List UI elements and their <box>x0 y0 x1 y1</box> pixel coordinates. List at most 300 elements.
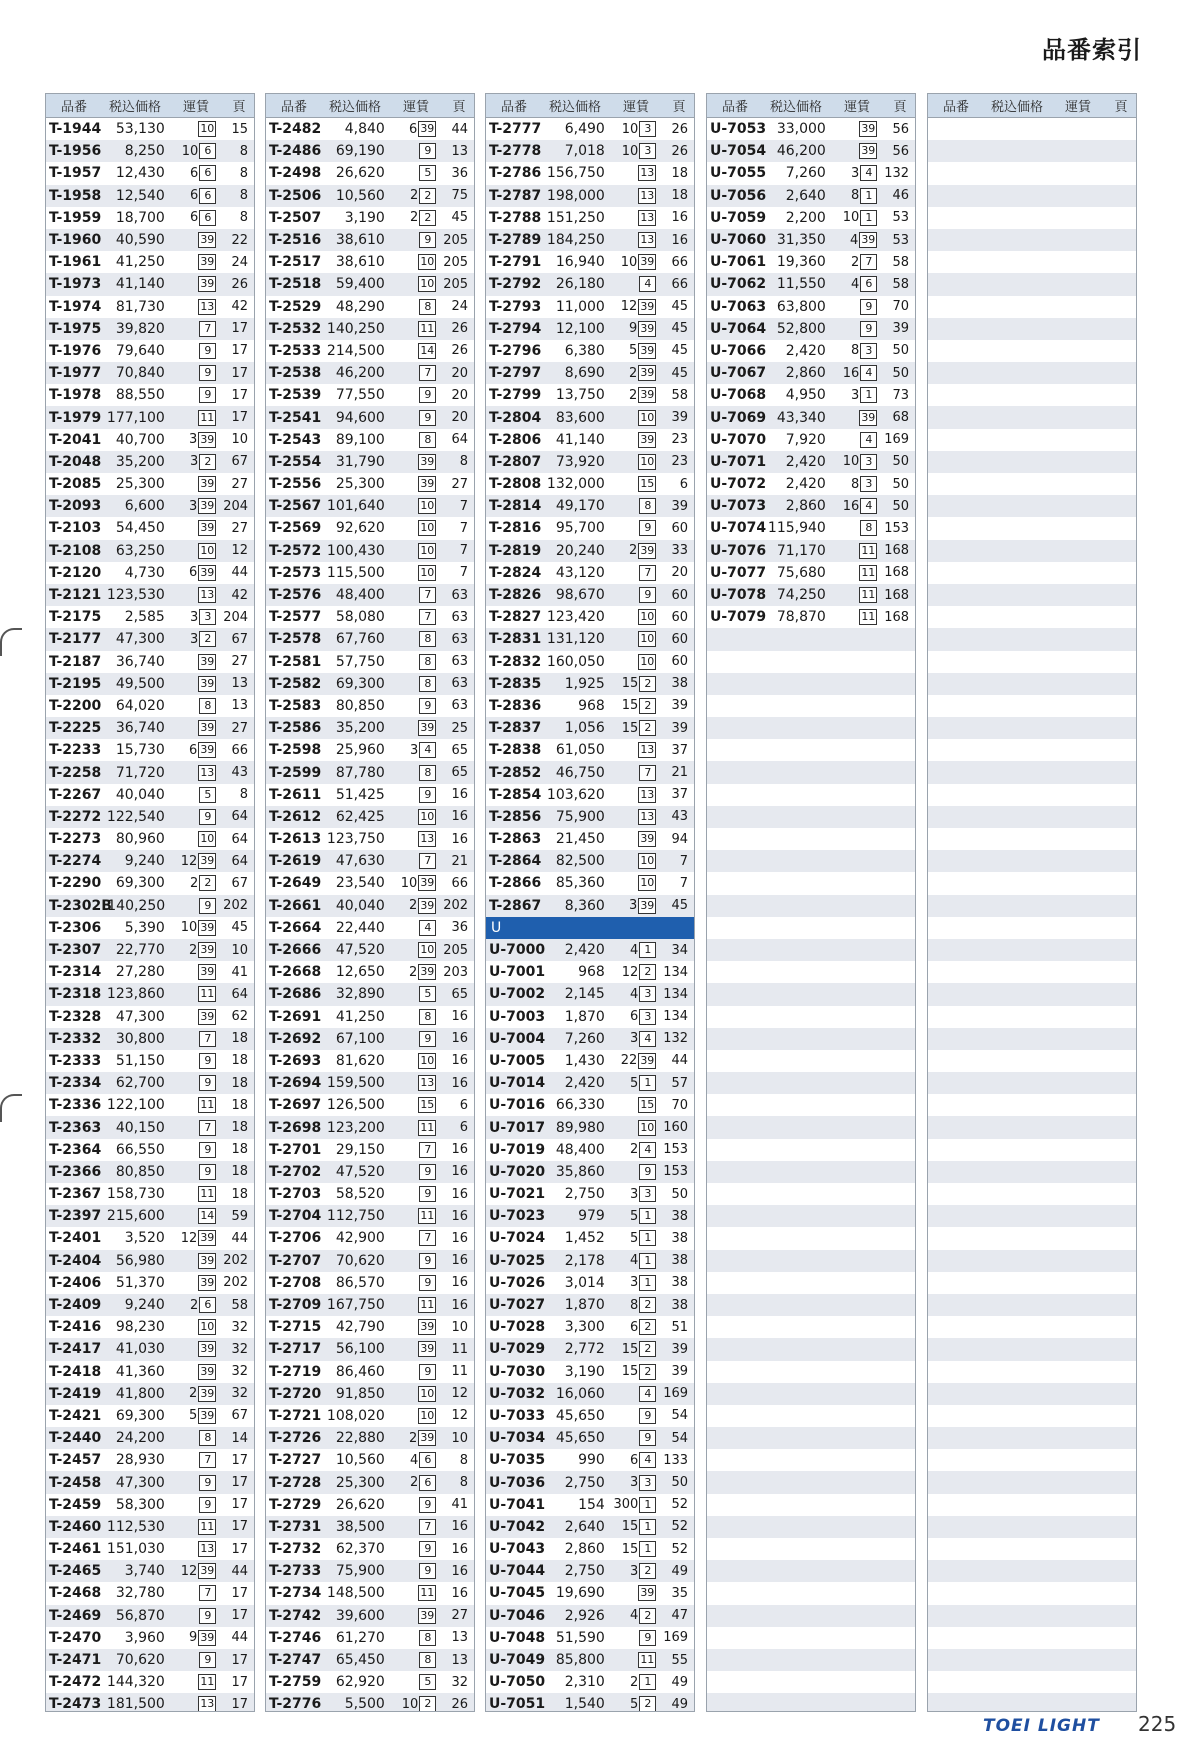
shipping-qty: 3 <box>410 742 419 758</box>
price: 3,300 <box>564 1319 605 1336</box>
shipping-code-box: 4 <box>639 1386 656 1402</box>
price: 103,620 <box>546 786 605 803</box>
catalog-page: 54 <box>671 1408 689 1424</box>
table-row <box>486 562 694 584</box>
shipping-code-box: 7 <box>419 587 436 603</box>
table-row <box>707 584 915 606</box>
catalog-page: 7 <box>679 875 689 891</box>
product-code: T-2719 <box>269 1363 322 1380</box>
price: 2,420 <box>564 1075 605 1092</box>
table-row <box>707 118 915 140</box>
empty-row <box>707 1050 915 1072</box>
table-row <box>46 229 254 251</box>
table-row <box>486 1383 694 1405</box>
shipping-class <box>826 410 879 426</box>
shipping-code-box: 10 <box>640 610 655 624</box>
shipping-code-box: 7 <box>199 1452 216 1468</box>
table-row <box>46 562 254 584</box>
empty-row <box>707 628 915 650</box>
shipping-class <box>385 565 438 581</box>
price: 26,180 <box>555 276 605 293</box>
shipping-code-box: 1 <box>639 942 656 958</box>
price: 98,670 <box>555 587 605 604</box>
table-row <box>266 1338 474 1360</box>
shipping-class <box>605 1186 658 1202</box>
price: 53,130 <box>115 121 165 138</box>
catalog-page: 63 <box>451 587 469 603</box>
shipping-qty: 15 <box>621 1364 639 1380</box>
shipping-class <box>385 1319 438 1335</box>
empty-row <box>928 185 1136 207</box>
shipping-class <box>165 254 218 270</box>
empty-row <box>707 1006 915 1028</box>
product-code: T-2498 <box>269 165 322 182</box>
shipping-qty: 12 <box>180 1230 198 1246</box>
shipping-code-box: 1 <box>639 1541 656 1557</box>
product-code: T-2517 <box>269 254 322 271</box>
product-code: T-2727 <box>269 1452 322 1469</box>
product-code: T-2397 <box>49 1208 102 1225</box>
product-code: T-2788 <box>489 209 542 226</box>
product-code: T-2302B <box>49 897 112 914</box>
table-row <box>46 895 254 917</box>
empty-row <box>928 850 1136 872</box>
shipping-qty: 2 <box>630 1142 639 1158</box>
shipping-code-box: 39 <box>640 898 655 912</box>
product-code: T-2459 <box>49 1496 102 1513</box>
shipping-class <box>385 299 438 315</box>
catalog-page: 8 <box>239 165 249 181</box>
product-code: T-2093 <box>49 498 102 515</box>
empty-row <box>707 717 915 739</box>
price: 43,340 <box>776 409 826 426</box>
price: 12,650 <box>335 964 385 981</box>
product-code: T-2703 <box>269 1186 322 1203</box>
table-row <box>266 1538 474 1560</box>
shipping-code-box: 39 <box>420 898 435 912</box>
shipping-code-box: 3 <box>639 1475 656 1491</box>
empty-row <box>707 1361 915 1383</box>
product-code: T-2866 <box>489 875 542 892</box>
table-row <box>46 1427 254 1449</box>
shipping-code-box: 4 <box>639 1452 656 1468</box>
shipping-class <box>165 831 218 847</box>
shipping-code-box: 2 <box>639 1364 656 1380</box>
price: 57,750 <box>335 653 385 670</box>
product-code: T-2258 <box>49 764 102 781</box>
shipping-class <box>605 942 658 958</box>
empty-row <box>928 1072 1136 1094</box>
shipping-code-box: 13 <box>640 809 655 823</box>
catalog-page: 10 <box>231 432 249 448</box>
product-code: T-1957 <box>49 165 102 182</box>
shipping-code-box: 39 <box>640 1586 655 1600</box>
empty-row <box>707 1383 915 1405</box>
table-row <box>46 784 254 806</box>
shipping-class <box>385 232 438 248</box>
empty-row <box>707 784 915 806</box>
price: 51,590 <box>555 1629 605 1646</box>
catalog-page: 67 <box>231 875 249 891</box>
product-code: T-2836 <box>489 697 542 714</box>
empty-row <box>928 296 1136 318</box>
empty-row <box>928 673 1136 695</box>
table-row <box>266 1560 474 1582</box>
price: 31,790 <box>335 453 385 470</box>
empty-row <box>928 1250 1136 1272</box>
empty-row <box>928 761 1136 783</box>
table-row <box>46 1116 254 1138</box>
shipping-class <box>605 410 658 426</box>
table-row <box>486 1205 694 1227</box>
shipping-code-box: 10 <box>640 632 655 646</box>
shipping-qty: 16 <box>842 498 860 514</box>
shipping-class <box>385 1208 438 1224</box>
shipping-code-box: 10 <box>420 277 435 291</box>
shipping-code-box: 2 <box>639 1696 656 1712</box>
empty-row <box>707 1161 915 1183</box>
shipping-class <box>165 853 218 869</box>
product-code: T-2419 <box>49 1385 102 1402</box>
price: 40,040 <box>115 786 165 803</box>
table-row <box>486 1139 694 1161</box>
shipping-class <box>605 676 658 692</box>
shipping-qty: 6 <box>190 210 199 226</box>
price: 132,000 <box>546 476 605 493</box>
catalog-page: 160 <box>663 1120 689 1136</box>
product-code: T-2121 <box>49 587 102 604</box>
catalog-page: 153 <box>663 1142 689 1158</box>
empty-row <box>707 1139 915 1161</box>
table-row <box>266 695 474 717</box>
shipping-class <box>165 964 218 980</box>
product-code: T-2583 <box>269 697 322 714</box>
empty-row <box>928 1338 1136 1360</box>
table-row <box>486 140 694 162</box>
table-row <box>46 273 254 295</box>
price: 2,585 <box>124 609 165 626</box>
header-code: 品番 <box>280 100 307 115</box>
shipping-class <box>165 1097 218 1113</box>
product-code: T-2728 <box>269 1474 322 1491</box>
shipping-class <box>605 1585 658 1601</box>
price: 2,420 <box>785 453 826 470</box>
shipping-code-box: 39 <box>861 144 876 158</box>
catalog-page: 43 <box>231 765 249 781</box>
shipping-class <box>165 765 218 781</box>
shipping-code-box: 11 <box>420 321 435 335</box>
product-code: T-2543 <box>269 431 322 448</box>
shipping-code-box: 39 <box>200 499 215 513</box>
catalog-page: 65 <box>451 742 469 758</box>
shipping-code-box: 13 <box>200 765 215 779</box>
shipping-class <box>605 853 658 869</box>
catalog-page: 17 <box>231 1519 249 1535</box>
price: 23,540 <box>335 875 385 892</box>
table-row <box>486 961 694 983</box>
price: 80,960 <box>115 831 165 848</box>
shipping-qty: 2 <box>851 254 860 270</box>
catalog-page: 202 <box>223 1275 249 1291</box>
product-code: T-2691 <box>269 1008 322 1025</box>
product-code: T-2787 <box>489 187 542 204</box>
shipping-qty: 9 <box>189 1630 198 1646</box>
table-row <box>707 362 915 384</box>
product-code: U-7046 <box>489 1607 546 1624</box>
column-header <box>46 94 254 118</box>
shipping-code-box: 39 <box>640 321 655 335</box>
price: 63,250 <box>115 542 165 559</box>
shipping-class <box>605 165 658 181</box>
table-row <box>266 429 474 451</box>
shipping-class <box>385 1075 438 1091</box>
table-row <box>266 1050 474 1072</box>
price: 71,170 <box>776 542 826 559</box>
catalog-page: 16 <box>451 831 469 847</box>
price: 87,780 <box>335 764 385 781</box>
product-code: U-7049 <box>489 1652 546 1669</box>
shipping-class <box>385 587 438 603</box>
product-code: T-2336 <box>49 1097 102 1114</box>
shipping-code-box: 11 <box>200 1519 215 1533</box>
header-page: 頁 <box>1114 100 1128 115</box>
shipping-class <box>826 165 879 181</box>
catalog-page: 23 <box>671 432 689 448</box>
price: 2,145 <box>564 986 605 1003</box>
price: 8,250 <box>124 143 165 160</box>
shipping-class <box>605 232 658 248</box>
price: 151,250 <box>546 209 605 226</box>
product-code: T-1960 <box>49 232 102 249</box>
table-row <box>46 162 254 184</box>
price: 159,500 <box>326 1075 385 1092</box>
shipping-code-box: 10 <box>420 1053 435 1067</box>
catalog-page: 66 <box>671 254 689 270</box>
catalog-page: 18 <box>231 1097 249 1113</box>
price: 198,000 <box>546 187 605 204</box>
shipping-code-box: 39 <box>861 410 876 424</box>
table-row <box>486 717 694 739</box>
catalog-page: 169 <box>663 1630 689 1646</box>
shipping-code-box: 8 <box>199 698 216 714</box>
table-row <box>46 1205 254 1227</box>
table-row <box>266 1294 474 1316</box>
shipping-class <box>165 1230 218 1246</box>
shipping-class <box>385 809 438 825</box>
product-code: U-7001 <box>489 964 546 981</box>
shipping-class <box>605 787 658 803</box>
shipping-class <box>605 1319 658 1335</box>
shipping-code-box: 6 <box>419 1475 436 1491</box>
shipping-qty: 3 <box>629 898 638 914</box>
price: 41,140 <box>555 431 605 448</box>
table-row <box>707 562 915 584</box>
shipping-class <box>165 609 218 625</box>
table-row <box>46 761 254 783</box>
table-row <box>46 1006 254 1028</box>
product-code: T-2273 <box>49 831 102 848</box>
table-row <box>486 1072 694 1094</box>
catalog-page: 32 <box>451 1674 469 1690</box>
shipping-class <box>165 165 218 181</box>
product-code: T-2686 <box>269 986 322 1003</box>
price: 10,560 <box>335 187 385 204</box>
shipping-code-box: 8 <box>419 432 436 448</box>
price: 46,200 <box>335 365 385 382</box>
product-code: T-2709 <box>269 1297 322 1314</box>
shipping-class <box>385 1475 438 1491</box>
product-code: T-2539 <box>269 387 322 404</box>
shipping-class <box>605 299 658 315</box>
shipping-code-box: 39 <box>640 255 655 269</box>
empty-row <box>928 362 1136 384</box>
product-code: U-7061 <box>710 254 767 271</box>
product-code: U-7033 <box>489 1407 546 1424</box>
catalog-page: 45 <box>671 898 689 914</box>
shipping-qty: 4 <box>851 276 860 292</box>
catalog-page: 8 <box>239 188 249 204</box>
catalog-page: 168 <box>884 565 910 581</box>
price: 1,452 <box>564 1230 605 1247</box>
shipping-qty: 3 <box>851 165 860 181</box>
shipping-code-box: 1 <box>639 1230 656 1246</box>
shipping-class <box>165 276 218 292</box>
product-code: T-2576 <box>269 587 322 604</box>
table-row <box>486 1338 694 1360</box>
price: 38,610 <box>335 232 385 249</box>
shipping-code-box: 7 <box>419 365 436 381</box>
shipping-code-box: 9 <box>199 809 216 825</box>
shipping-class <box>385 1341 438 1357</box>
shipping-code-box: 5 <box>419 1674 436 1690</box>
shipping-class <box>385 1519 438 1535</box>
table-row <box>266 1116 474 1138</box>
shipping-code-box: 9 <box>639 1630 656 1646</box>
price: 82,500 <box>555 853 605 870</box>
shipping-code-box: 9 <box>199 1608 216 1624</box>
shipping-code-box: 39 <box>200 477 215 491</box>
shipping-code-box: 7 <box>419 1230 436 1246</box>
price: 46,200 <box>776 143 826 160</box>
table-row <box>46 939 254 961</box>
table-row <box>46 1582 254 1604</box>
catalog-page: 13 <box>451 143 469 159</box>
empty-row <box>707 1227 915 1249</box>
shipping-code-box: 39 <box>640 432 655 446</box>
shipping-code-box: 3 <box>860 476 877 492</box>
product-code: T-2532 <box>269 320 322 337</box>
product-code: T-2582 <box>269 675 322 692</box>
product-code: T-2409 <box>49 1297 102 1314</box>
table-row <box>486 695 694 717</box>
shipping-class <box>165 1319 218 1335</box>
shipping-code-box: 11 <box>861 565 876 579</box>
shipping-code-box: 9 <box>199 1164 216 1180</box>
shipping-code-box: 8 <box>199 1430 216 1446</box>
product-code: T-2807 <box>489 453 542 470</box>
price: 990 <box>578 1452 605 1469</box>
table-row <box>266 1161 474 1183</box>
empty-row <box>707 1671 915 1693</box>
shipping-code-box: 13 <box>200 299 215 313</box>
product-code: T-2668 <box>269 964 322 981</box>
price: 32,890 <box>335 986 385 1003</box>
price: 94,600 <box>335 409 385 426</box>
header-ship: 運賃 <box>843 100 870 115</box>
product-code: T-2793 <box>489 298 542 315</box>
shipping-class <box>165 1430 218 1446</box>
shipping-class <box>385 964 438 980</box>
catalog-page: 45 <box>451 210 469 226</box>
table-row <box>486 872 694 894</box>
price: 22,770 <box>115 942 165 959</box>
shipping-qty: 2 <box>409 1430 418 1446</box>
catalog-page: 205 <box>443 232 469 248</box>
price: 47,520 <box>335 942 385 959</box>
table-row <box>266 717 474 739</box>
table-row <box>46 1405 254 1427</box>
catalog-page: 73 <box>892 387 910 403</box>
catalog-page: 49 <box>671 1563 689 1579</box>
table-row <box>266 606 474 628</box>
shipping-code-box: 9 <box>419 1186 436 1202</box>
product-code: T-2416 <box>49 1319 102 1336</box>
shipping-code-box: 3 <box>639 986 656 1002</box>
empty-row <box>928 917 1136 939</box>
table-row <box>46 673 254 695</box>
product-code: T-2819 <box>489 542 542 559</box>
catalog-page: 38 <box>671 1297 689 1313</box>
price: 39,820 <box>115 320 165 337</box>
header-price: 税込価格 <box>990 100 1043 115</box>
catalog-page: 203 <box>443 964 469 980</box>
table-row <box>486 1294 694 1316</box>
product-code: T-2721 <box>269 1407 322 1424</box>
shipping-class <box>165 787 218 803</box>
table-row <box>486 1028 694 1050</box>
table-row <box>707 473 915 495</box>
table-row <box>707 384 915 406</box>
shipping-qty: 6 <box>189 565 198 581</box>
price: 184,250 <box>546 232 605 249</box>
product-code: T-2103 <box>49 520 102 537</box>
product-code: T-2693 <box>269 1052 322 1069</box>
table-row <box>486 1116 694 1138</box>
shipping-class <box>165 1364 218 1380</box>
table-row <box>707 296 915 318</box>
shipping-class <box>165 1408 218 1424</box>
empty-row <box>928 1094 1136 1116</box>
empty-row <box>928 1272 1136 1294</box>
price: 27,280 <box>115 964 165 981</box>
price: 30,800 <box>115 1030 165 1047</box>
shipping-code-box: 7 <box>860 254 877 270</box>
catalog-page: 16 <box>451 1275 469 1291</box>
shipping-qty: 2 <box>189 1386 198 1402</box>
empty-row <box>928 1183 1136 1205</box>
catalog-page: 15 <box>231 121 249 137</box>
shipping-qty: 4 <box>630 1608 639 1624</box>
table-row <box>486 1094 694 1116</box>
table-row <box>46 1050 254 1072</box>
product-code: T-2506 <box>269 187 322 204</box>
catalog-page: 50 <box>892 454 910 470</box>
price: 2,860 <box>785 498 826 515</box>
table-row <box>266 628 474 650</box>
shipping-code-box: 9 <box>199 1497 216 1513</box>
price: 63,800 <box>776 298 826 315</box>
catalog-page: 16 <box>451 1230 469 1246</box>
